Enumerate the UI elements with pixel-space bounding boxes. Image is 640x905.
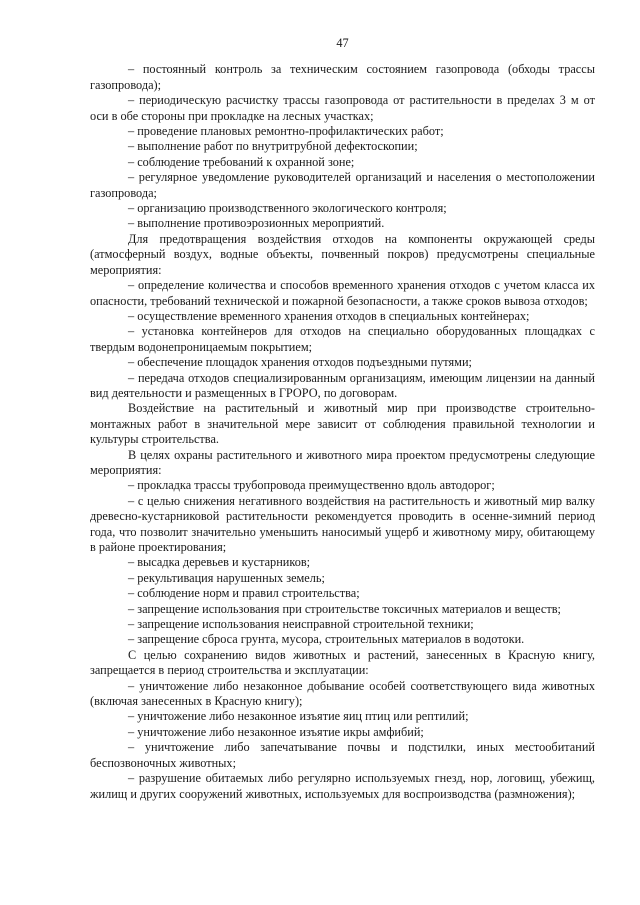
paragraph: Для предотвращения воздействия отходов на компоненты окружающей среды (атмосферный воздух, водные объекты, почвенный покров) предусмотрены специальные мероприятия: (90, 231, 595, 277)
paragraph: – осуществление временного хранения отходов в специальных контейнерах; (128, 308, 530, 323)
page-number: 47 (336, 36, 349, 50)
paragraph: – уничтожение либо незаконное изъятие яиц птиц или рептилий; (128, 709, 469, 724)
paragraph: – обеспечение площадок хранения отходов подъездными путями; (128, 355, 472, 370)
paragraph: С целью сохранению видов животных и растений, занесенных в Красную книгу, запрещается в период строительства и эксплуатации: (90, 647, 595, 678)
paragraph: – определение количества и способов временного хранения отходов с учетом класса их опасности, требований технической и пожарной безопасности, а также сроков вывоза отходов; (90, 278, 595, 308)
paragraph: – регулярное уведомление руководителей организаций и населения о местоположении газопровода; (90, 170, 595, 200)
paragraph: – уничтожение либо запечатывание почвы и подстилки, иных местообитаний беспозвоночных животных; (90, 740, 595, 770)
paragraph: – постоянный контроль за техническим состоянием газопровода (обходы трассы газопровода); (90, 62, 595, 92)
paragraph: – уничтожение либо незаконное изъятие икры амфибий; (128, 724, 424, 739)
paragraph: – запрещение использования при строительстве токсичных материалов и веществ; (128, 601, 561, 616)
paragraph: – высадка деревьев и кустарников; (128, 555, 311, 570)
document-page (90, 36, 595, 802)
paragraph: – периодическую расчистку трассы газопровода от растительности в пределах 3 м от оси в обе стороны при прокладке на лесных участках; (90, 93, 595, 123)
paragraph: – рекультивация нарушенных земель; (128, 570, 325, 585)
paragraph: – выполнение противоэрозионных мероприятий. (128, 216, 385, 231)
paragraph: – запрещение сброса грунта, мусора, строительных материалов в водотоки. (128, 632, 525, 647)
paragraph: – проведение плановых ремонтно-профилактических работ; (128, 124, 444, 139)
paragraph: – передача отходов специализированным организациям, имеющим лицензии на данный вид деятельности и размещенных в ГРОРО, по договорам. (90, 370, 595, 400)
paragraph: – выполнение работ по внутритрубной дефектоскопии; (128, 139, 418, 154)
paragraph: – установка контейнеров для отходов на специально оборудованных площадках с твердым водонепроницаемым покрытием; (90, 324, 595, 354)
document-body (90, 62, 595, 802)
paragraph: – разрушение обитаемых либо регулярно используемых гнезд, нор, логовищ, убежищ, жилищ и других сооружений животных, используемых для воспроизводства (размножения); (90, 771, 595, 801)
paragraph: – соблюдение требований к охранной зоне; (128, 154, 355, 169)
paragraph: – прокладка трассы трубопровода преимущественно вдоль автодорог; (128, 478, 495, 493)
paragraph: – запрещение использования неисправной строительной техники; (128, 617, 474, 632)
paragraph: – с целью снижения негативного воздействия на растительность и животный мир валку древесно-кустарниковой растительности рекомендуется проводить в осенне-зимний период года, что позволит значительно уменьшить наносимый ущерб и животному миру, обитающему в районе проектирования; (90, 493, 595, 554)
paragraph: В целях охраны растительного и животного мира проектом предусмотрены следующие мероприятия: (90, 447, 595, 477)
paragraph: Воздействие на растительный и животный мир при производстве строительно-монтажных работ в значительной мере зависит от соблюдения правильной технологии и культуры строительства. (90, 401, 595, 447)
paragraph: – организацию производственного экологического контроля; (128, 201, 447, 216)
paragraph: – соблюдение норм и правил строительства; (128, 586, 360, 601)
paragraph: – уничтожение либо незаконное добывание особей соответствующего вида животных (включая занесенных в Красную книгу); (90, 678, 595, 709)
